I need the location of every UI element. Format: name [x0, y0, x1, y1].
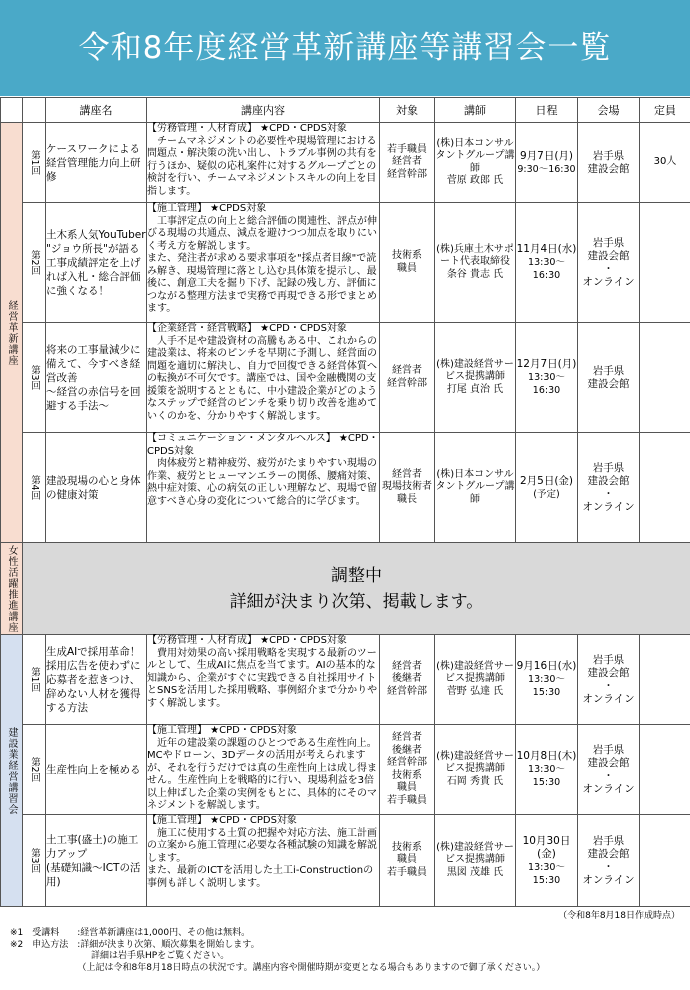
instructor: (株)日本コンサルタントグループ講師 菅原 政郎 氏 — [435, 123, 516, 203]
schedule-time: 9:30～16:30 — [517, 163, 576, 175]
section-label: 女性活躍推進講座 — [6, 544, 17, 633]
section-label: 経営革新講座 — [6, 299, 17, 366]
target-audience: 技術系 職員 若手職員 — [380, 815, 435, 907]
content-description: 施工に使用する土質の把握や対応方法、施工計画の立案から施工管理に必要な各種試験の知識を解説します。 また、最新のICTを活用した土工i-Constructionの事例も詳しく説明します。 — [147, 827, 377, 889]
venue: 岩手県 建設会館 — [578, 323, 640, 433]
course-table — [0, 97, 690, 907]
schedule — [516, 203, 578, 323]
table-row — [1, 123, 690, 203]
schedule-date: 2月5日(金) — [519, 474, 574, 487]
header-venue: 会場 — [578, 98, 640, 123]
instructor: (株)建設経営サービス提携講師 石岡 秀貴 氏 — [435, 725, 516, 815]
content-description: 人手不足や建設資材の高騰もある中、これからの建設業は、将来のピンチを早期に予測し、経営面の問題を適切に解決し、自力で回復できる経営体質への転換が不可欠です。講座では、国や金融機関の支援策を説明するとともに、中小建設企業がどのようなステップで経営のピンチを乗り切り改善を進めていくのかを、分かりやすく解説します。 — [147, 335, 378, 422]
target-audience: 経営者 経営幹部 — [380, 323, 435, 433]
section-keiei-koshukai — [1, 635, 690, 907]
venue: 岩手県 建設会館 ・ オンライン — [578, 635, 640, 725]
title-banner — [0, 0, 690, 96]
section-josei — [1, 543, 690, 635]
capacity — [640, 635, 690, 725]
content-category: 【施工管理】 ★CPD・CPDS対象 — [147, 815, 297, 826]
instructor: (株)建設経営サービス提携講師 黒図 茂雄 氏 — [435, 815, 516, 907]
capacity — [640, 323, 690, 433]
course-name: 土木系人気YouTuber "ジョウ所長"が語る 工事成績評定を上げれば入札・総合評価に強くなる！ — [46, 203, 147, 323]
instructor: (株)建設経営サービス提携講師 打尾 貞治 氏 — [435, 323, 516, 433]
course-content — [147, 635, 380, 725]
target-audience: 技術系 職員 — [380, 203, 435, 323]
capacity — [640, 433, 690, 543]
instructor: (株)建設経営サービス提携講師 菅野 弘達 氏 — [435, 635, 516, 725]
schedule-time: 13:30～16:30 — [528, 372, 565, 396]
content-category: 【労務管理・人材育成】 ★CPD・CPDS対象 — [147, 123, 347, 134]
capacity — [640, 815, 690, 907]
round-number: 第2回 — [29, 756, 40, 783]
course-content — [147, 203, 380, 323]
table-header — [1, 98, 690, 123]
adjusting-notice: 調整中 詳細が決まり次第、掲載します。 — [23, 543, 690, 635]
schedule-time: 13:30～15:30 — [528, 674, 565, 698]
course-name: 生成AIで採用革命！採用広告を使わずに応募者を惹きつけ、辞めない人材を獲得する方法 — [46, 635, 147, 725]
header-content: 講座内容 — [147, 98, 380, 123]
header-capacity: 定員 — [640, 98, 690, 123]
round-number: 第3回 — [29, 364, 40, 391]
schedule — [516, 635, 578, 725]
content-category: 【労務管理・人材育成】 ★CPD・CPDS対象 — [147, 635, 347, 646]
header-target: 対象 — [380, 98, 435, 123]
course-name: 土工事(盛土)の施工力アップ (基礎知識～ICTの活用) — [46, 815, 147, 907]
content-description: 費用対効果の高い採用戦略を実現する最新のツールとして、生成AIに焦点を当てます。AIの基本的な知識から、企業がすぐに実践できる自社採用サイトとSNSを活用した採用戦略、事例紹介まで分かりやすく解説します。 — [147, 647, 378, 709]
header-instructor: 講師 — [435, 98, 516, 123]
target-audience: 若手職員 経営者 経営幹部 — [380, 123, 435, 203]
schedule — [516, 323, 578, 433]
schedule-date: 10月30日(金) — [522, 834, 571, 860]
section-label: 建設業経営講習会 — [6, 726, 17, 815]
schedule — [516, 433, 578, 543]
footnotes: ※1 受講料 :経営革新講座は1,000円、その他は無料。 ※2 申込方法 :詳細が決まり次第、順次募集を開始します。 詳細は岩手県HPをご覧ください。 （上記は令和8年8月18日時点の状況です。講座内容や開催時期が変更となる場合もありますので御了承ください。） — [10, 928, 546, 973]
round-number: 第1回 — [29, 666, 40, 693]
table-row — [1, 203, 690, 323]
venue: 岩手県 建設会館 — [578, 123, 640, 203]
content-category: 【施工管理】 ★CPD・CPDS対象 — [147, 725, 297, 736]
course-name: 建設現場の心と身体の健康対策 — [46, 433, 147, 543]
header-date: 日程 — [516, 98, 578, 123]
schedule-time: (予定) — [533, 488, 560, 500]
schedule-date: 10月8日(木) — [516, 750, 577, 762]
venue: 岩手県 建設会館 ・ オンライン — [578, 203, 640, 323]
content-description: 肉体疲労と精神疲労、疲労がたまりやすい現場の作業、疲労とヒューマンエラーの関係、腰痛対策、熱中症対策、心の病気の正しい理解など、現場で留意すべき心身の変化について総合的に学びます。 — [147, 458, 377, 507]
as-of-note: （令和8年8月18日作成時点） — [558, 911, 680, 921]
content-description: 工事評定点の向上と総合評価の関連性、評点が伸びる現場の共通点、減点を避けつつ加点を取りにいく考え方を解説します。 また、発注者が求める要求事項を"採点者目線"で読み解き、現場管理に落とし込む具体策を提示し、最後に、創意工夫を掘り下げ、記録の残し方、評価につながる整理方法まで実務で再現できる形でまとめます。 — [147, 215, 377, 314]
schedule-time: 13:30～15:30 — [528, 764, 565, 788]
table-row — [1, 433, 690, 543]
target-audience: 経営者 後継者 経営幹部 — [380, 635, 435, 725]
schedule-time: 13:30～15:30 — [528, 861, 565, 886]
venue: 岩手県 建設会館 ・ オンライン — [578, 815, 640, 907]
schedule-date: 12月7日(月) — [516, 358, 577, 370]
course-content — [147, 323, 380, 433]
capacity: 30人 — [640, 123, 690, 203]
table-row — [1, 635, 690, 725]
course-name: 生産性向上を極める — [46, 725, 147, 815]
instructor: (株)兵庫土木サポート代表取締役 条谷 貴志 氏 — [435, 203, 516, 323]
venue: 岩手県 建設会館 ・ オンライン — [578, 725, 640, 815]
course-name: 将来の工事量減少に備えて、今すべき経営改善 ～経営の赤信号を回避する手法～ — [46, 323, 147, 433]
course-content — [147, 433, 380, 543]
table-row — [1, 323, 690, 433]
schedule — [516, 725, 578, 815]
course-content — [147, 123, 380, 203]
capacity — [640, 725, 690, 815]
schedule — [516, 815, 578, 907]
schedule — [516, 123, 578, 203]
schedule-time: 13:30～16:30 — [528, 257, 565, 281]
content-category: 【コミュニケーション・メンタルヘルス】 ★CPD・CPDS対象 — [147, 433, 379, 457]
schedule-date: 11月4日(水) — [516, 243, 577, 255]
schedule-date: 9月7日(月) — [519, 149, 574, 162]
instructor: (株)日本コンサルタントグループ講師 — [435, 433, 516, 543]
content-description: 近年の建設業の課題のひとつである生産性向上。MCやドローン、3Dデータの活用が考えられますが、それを行うだけでは真の生産性向上は成し得ません。生産性向上を戦略的に行い、現場利益を3倍以上伸ばした企業の実例をもとに、具体的にそのマネジメントを解説します。 — [147, 737, 377, 811]
table-row — [1, 815, 690, 907]
round-number: 第3回 — [29, 847, 40, 874]
round-number: 第4回 — [29, 474, 40, 501]
venue: 岩手県 建設会館 ・ オンライン — [578, 433, 640, 543]
target-audience: 経営者 後継者 経営幹部 技術系 職員 若手職員 — [380, 725, 435, 815]
course-content — [147, 725, 380, 815]
content-description: チームマネジメントの必要性や現場管理における問題点・解決策の洗い出し、トラブル事例の共有を行うほか、疑似の応札案件に対するグループごとの検討を行い、チームマネジメントスキルの向上を目指します。 — [147, 135, 377, 197]
target-audience: 経営者 現場技術者 職長 — [380, 433, 435, 543]
capacity — [640, 203, 690, 323]
table-row — [1, 725, 690, 815]
round-number: 第1回 — [29, 149, 40, 176]
course-content — [147, 815, 380, 907]
content-category: 【施工管理】 ★CPDS対象 — [147, 203, 267, 214]
page-title: 令和8年度経営革新講座等講習会一覧 — [78, 30, 612, 66]
header-name: 講座名 — [46, 98, 147, 123]
round-number: 第2回 — [29, 249, 40, 276]
section-keiei-kakushin — [1, 123, 690, 543]
schedule-date: 9月16日(水) — [516, 660, 577, 672]
course-name: ケースワークによる経営管理能力向上研修 — [46, 123, 147, 203]
content-category: 【企業経営・経営戦略】 ★CPD・CPDS対象 — [147, 323, 347, 334]
